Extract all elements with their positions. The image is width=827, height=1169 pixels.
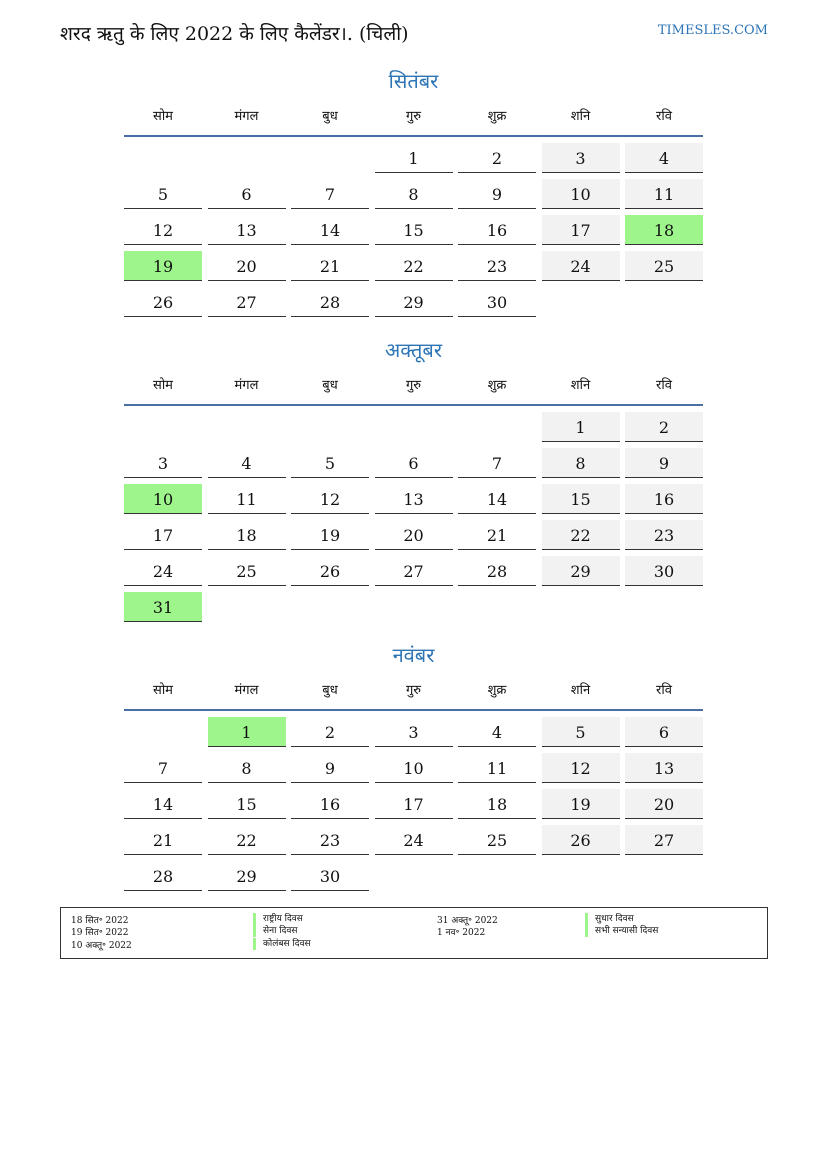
day-cell: 25 [458, 825, 536, 855]
day-cell: 22 [208, 825, 286, 855]
weekday-label: बुध [322, 378, 338, 393]
day-cell: 15 [542, 484, 620, 514]
day-cell: 3 [124, 448, 202, 478]
day-cell: 14 [458, 484, 536, 514]
day-cell: 7 [124, 753, 202, 783]
legend-holiday-name: कोलंबस दिवस [253, 938, 311, 950]
day-cell: 5 [542, 717, 620, 747]
day-cell: 1 [542, 412, 620, 442]
day-cell: 20 [208, 251, 286, 281]
day-cell: 24 [375, 825, 453, 855]
day-cell: 12 [542, 753, 620, 783]
month-october [124, 336, 703, 628]
day-cell: 27 [208, 287, 286, 317]
weekday-label: रवि [656, 378, 672, 393]
weekday-label: शुक्र [487, 109, 507, 124]
page-title: शरद ऋतु के लिए 2022 के लिए कैलेंडर।. (चिली) [60, 23, 409, 45]
day-cell: 29 [542, 556, 620, 586]
weekday-label: सोम [153, 109, 173, 124]
weekday-label: मंगल [234, 109, 259, 124]
day-cell: 21 [124, 825, 202, 855]
weekday-label: गुरु [405, 378, 422, 393]
legend-holiday-name: सभी सन्यासी दिवस [585, 925, 658, 937]
weekday-label: मंगल [234, 683, 259, 698]
day-cell: 14 [291, 215, 369, 245]
day-cell: 8 [542, 448, 620, 478]
day-grid [124, 406, 703, 628]
weekday-label: शनि [570, 109, 591, 124]
legend-holiday-name: राष्ट्रीय दिवस [253, 913, 303, 925]
weekday-label: बुध [322, 683, 338, 698]
month-november [124, 641, 703, 897]
day-cell: 15 [208, 789, 286, 819]
day-cell: 16 [625, 484, 703, 514]
day-cell: 22 [542, 520, 620, 550]
day-cell: 15 [375, 215, 453, 245]
day-cell: 28 [458, 556, 536, 586]
day-cell: 25 [625, 251, 703, 281]
holiday-day-cell: 10 [124, 484, 202, 514]
day-cell: 2 [291, 717, 369, 747]
day-cell: 26 [291, 556, 369, 586]
day-cell: 18 [208, 520, 286, 550]
weekday-label: बुध [322, 109, 338, 124]
day-cell: 13 [208, 215, 286, 245]
day-cell: 11 [625, 179, 703, 209]
day-cell: 27 [625, 825, 703, 855]
day-cell: 10 [542, 179, 620, 209]
day-cell: 8 [375, 179, 453, 209]
weekday-label: शुक्र [487, 683, 507, 698]
day-cell: 4 [208, 448, 286, 478]
legend-holiday-name: सुधार दिवस [585, 913, 634, 925]
day-cell: 24 [124, 556, 202, 586]
weekday-label: शनि [570, 378, 591, 393]
day-cell: 11 [208, 484, 286, 514]
day-cell: 2 [625, 412, 703, 442]
day-cell: 16 [291, 789, 369, 819]
legend-date: 31 अक्तू॰ 2022 [437, 916, 498, 926]
day-cell: 1 [375, 143, 453, 173]
day-cell: 16 [458, 215, 536, 245]
day-grid [124, 711, 703, 897]
day-cell: 11 [458, 753, 536, 783]
site-link[interactable]: TIMESLES.COM [657, 23, 768, 38]
day-cell: 5 [291, 448, 369, 478]
weekday-label: मंगल [234, 378, 259, 393]
day-cell: 23 [458, 251, 536, 281]
month-september [124, 67, 703, 323]
legend-holiday-name: सेना दिवस [253, 925, 297, 937]
day-cell: 25 [208, 556, 286, 586]
day-cell: 22 [375, 251, 453, 281]
day-cell: 4 [458, 717, 536, 747]
day-cell: 5 [124, 179, 202, 209]
day-cell: 23 [291, 825, 369, 855]
weekday-label: रवि [656, 683, 672, 698]
day-cell: 18 [458, 789, 536, 819]
weekday-label: शुक्र [487, 378, 507, 393]
weekday-label: गुरु [405, 683, 422, 698]
day-cell: 9 [291, 753, 369, 783]
day-cell: 4 [625, 143, 703, 173]
holiday-day-cell: 18 [625, 215, 703, 245]
weekday-label: रवि [656, 109, 672, 124]
day-cell: 6 [375, 448, 453, 478]
day-cell: 26 [124, 287, 202, 317]
day-cell: 14 [124, 789, 202, 819]
day-cell: 9 [625, 448, 703, 478]
day-cell: 13 [625, 753, 703, 783]
day-cell: 8 [208, 753, 286, 783]
holiday-legend [60, 907, 768, 959]
weekday-label: सोम [153, 378, 173, 393]
day-cell: 7 [291, 179, 369, 209]
holiday-day-cell: 19 [124, 251, 202, 281]
day-cell: 26 [542, 825, 620, 855]
day-cell: 3 [542, 143, 620, 173]
page-header [60, 18, 768, 48]
day-cell: 23 [625, 520, 703, 550]
day-cell: 12 [124, 215, 202, 245]
weekday-label: सोम [153, 683, 173, 698]
day-cell: 20 [375, 520, 453, 550]
legend-date: 18 सित॰ 2022 [71, 916, 129, 926]
day-cell: 28 [291, 287, 369, 317]
day-cell: 30 [291, 861, 369, 891]
legend-date: 19 सित॰ 2022 [71, 928, 129, 938]
weekday-header [124, 679, 703, 711]
legend-date: 10 अक्तू॰ 2022 [71, 941, 132, 951]
day-cell: 9 [458, 179, 536, 209]
day-cell: 24 [542, 251, 620, 281]
day-cell: 3 [375, 717, 453, 747]
holiday-day-cell: 1 [208, 717, 286, 747]
day-cell: 2 [458, 143, 536, 173]
day-cell: 21 [458, 520, 536, 550]
day-cell: 20 [625, 789, 703, 819]
day-cell: 6 [625, 717, 703, 747]
legend-date: 1 नव॰ 2022 [437, 928, 486, 938]
day-cell: 28 [124, 861, 202, 891]
day-cell: 17 [542, 215, 620, 245]
day-cell: 27 [375, 556, 453, 586]
day-cell: 17 [124, 520, 202, 550]
day-grid [124, 137, 703, 323]
day-cell: 29 [208, 861, 286, 891]
day-cell: 19 [291, 520, 369, 550]
weekday-label: गुरु [405, 109, 422, 124]
day-cell: 30 [625, 556, 703, 586]
month-title: नवंबर [392, 643, 435, 667]
day-cell: 13 [375, 484, 453, 514]
day-cell: 10 [375, 753, 453, 783]
day-cell: 17 [375, 789, 453, 819]
day-cell: 19 [542, 789, 620, 819]
day-cell: 7 [458, 448, 536, 478]
day-cell: 6 [208, 179, 286, 209]
day-cell: 30 [458, 287, 536, 317]
day-cell: 21 [291, 251, 369, 281]
weekday-header [124, 105, 703, 137]
weekday-label: शनि [570, 683, 591, 698]
day-cell: 12 [291, 484, 369, 514]
holiday-day-cell: 31 [124, 592, 202, 622]
month-title: सितंबर [388, 69, 439, 93]
day-cell: 29 [375, 287, 453, 317]
month-title: अक्तूबर [385, 338, 442, 362]
weekday-header [124, 374, 703, 406]
